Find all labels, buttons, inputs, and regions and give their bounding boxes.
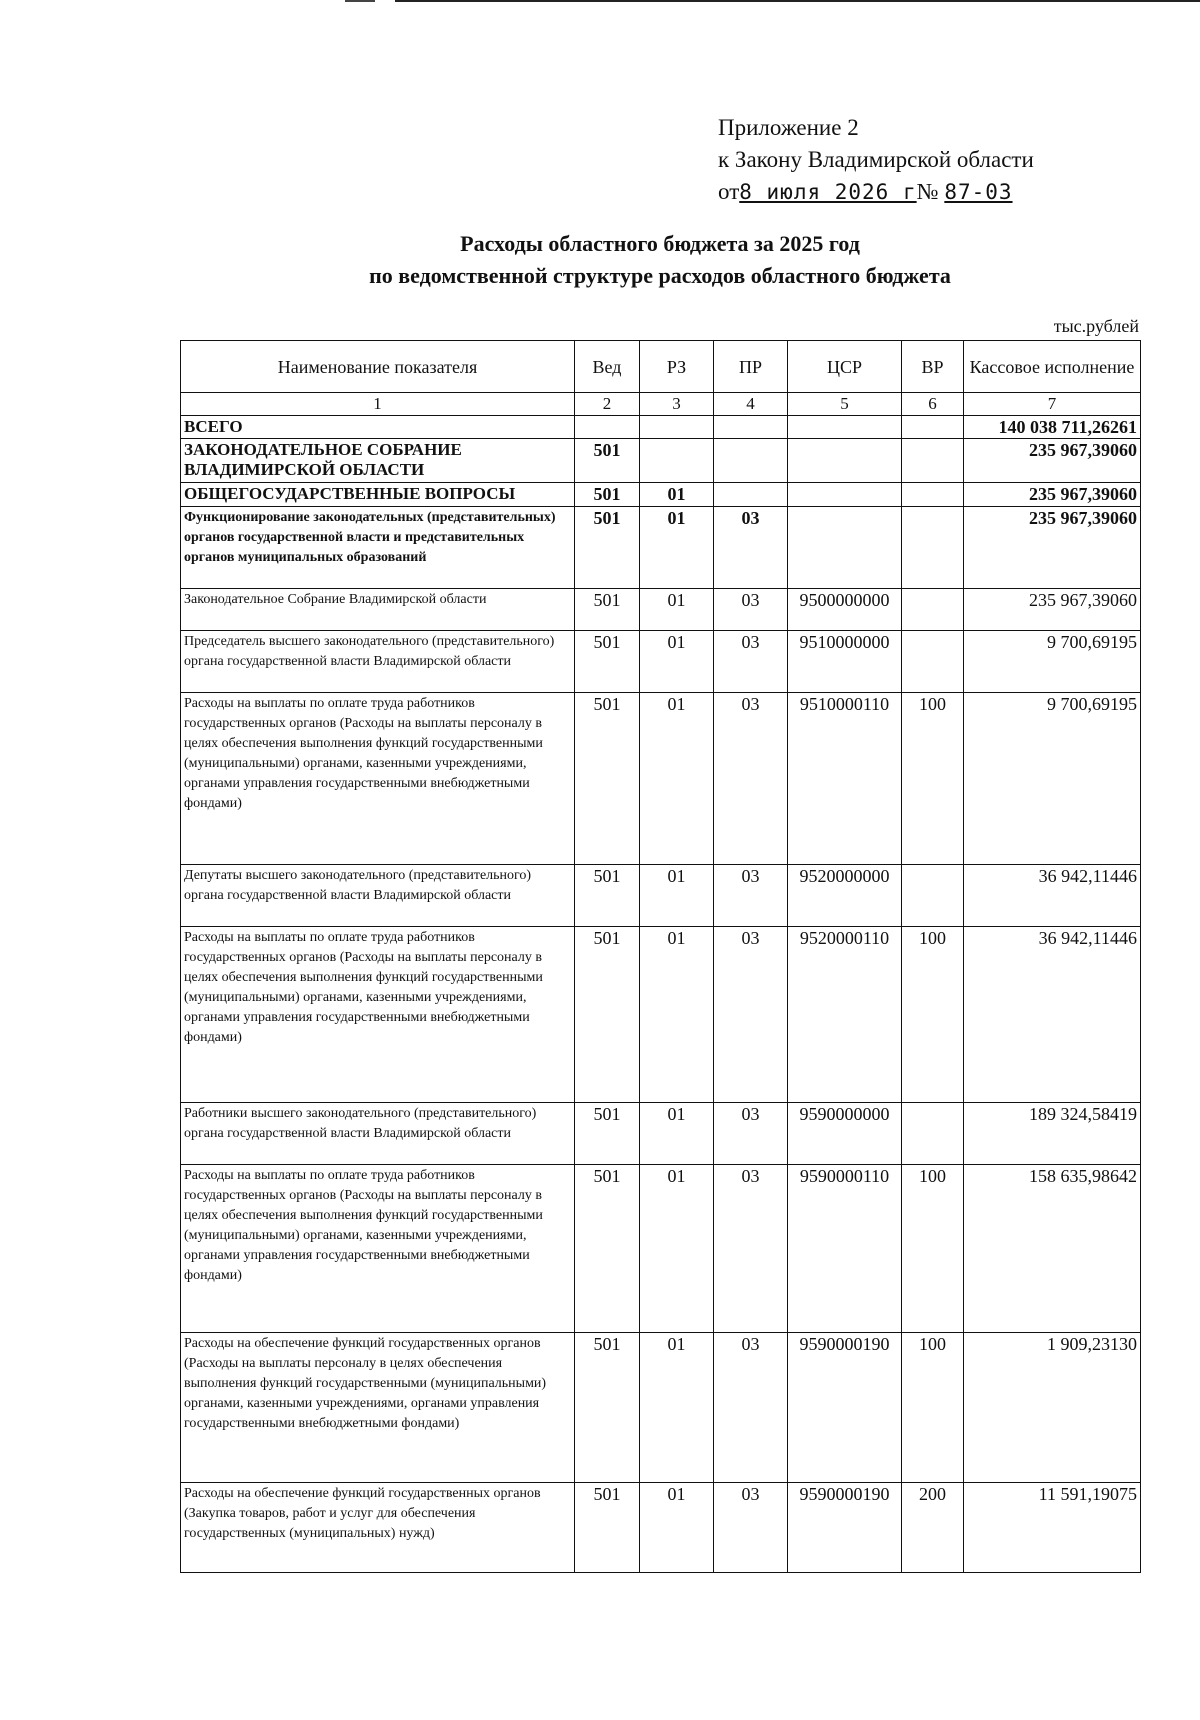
cell-name: Работники высшего законодательного (представительного) органа государственной власти Владимирской области bbox=[181, 1103, 575, 1165]
cell-name: ОБЩЕГОСУДАРСТВЕННЫЕ ВОПРОСЫ bbox=[181, 483, 575, 507]
col-number: 7 bbox=[964, 393, 1141, 416]
cell-csr bbox=[788, 507, 902, 589]
col-rz: РЗ bbox=[640, 341, 714, 393]
decree-number: 87-03 bbox=[944, 180, 1013, 204]
decree-line bbox=[718, 176, 1034, 208]
cell-pr: 03 bbox=[714, 865, 788, 927]
cell-vr bbox=[902, 631, 964, 693]
cell-name: Расходы на выплаты по оплате труда работников государственных органов (Расходы на выплаты персоналу в целях обеспечения выполнения функций государственными (муниципальными) органами, казенными учреждениями, органами управления государственными внебюджетными фондами) bbox=[181, 1165, 575, 1333]
header-row bbox=[181, 341, 1141, 393]
cell-amount: 235 967,39060 bbox=[964, 507, 1141, 589]
col-number: 2 bbox=[575, 393, 640, 416]
cell-pr bbox=[714, 483, 788, 507]
units-label: тыс.рублей bbox=[1053, 316, 1139, 336]
cell-amount: 9 700,69195 bbox=[964, 693, 1141, 865]
table-row bbox=[181, 1483, 1141, 1573]
cell-ved: 501 bbox=[575, 507, 640, 589]
cell-rz: 01 bbox=[640, 1483, 714, 1573]
cell-rz: 01 bbox=[640, 483, 714, 507]
scan-artifact bbox=[345, 0, 375, 2]
cell-pr: 03 bbox=[714, 693, 788, 865]
cell-ved: 501 bbox=[575, 483, 640, 507]
col-vr: ВР bbox=[902, 341, 964, 393]
cell-vr bbox=[902, 507, 964, 589]
cell-name: Расходы на обеспечение функций государственных органов (Расходы на выплаты персоналу в целях обеспечения выполнения функций государственными (муниципальными) органами, казенными учреждениями, органами управления государственными внебюджетными фондами) bbox=[181, 1333, 575, 1483]
cell-vr: 100 bbox=[902, 1333, 964, 1483]
cell-csr: 9520000110 bbox=[788, 927, 902, 1103]
col-csr: ЦСР bbox=[788, 341, 902, 393]
cell-csr: 9590000110 bbox=[788, 1165, 902, 1333]
title-line-2: по ведомственной структуре расходов областного бюджета bbox=[369, 263, 951, 288]
cell-amount: 140 038 711,26261 bbox=[964, 416, 1141, 439]
cell-amount: 158 635,98642 bbox=[964, 1165, 1141, 1333]
cell-ved: 501 bbox=[575, 439, 640, 483]
cell-amount: 11 591,19075 bbox=[964, 1483, 1141, 1573]
cell-ved bbox=[575, 416, 640, 439]
cell-rz: 01 bbox=[640, 693, 714, 865]
cell-rz: 01 bbox=[640, 1333, 714, 1483]
table-row bbox=[181, 589, 1141, 631]
cell-rz: 01 bbox=[640, 927, 714, 1103]
col-pr: ПР bbox=[714, 341, 788, 393]
col-number: 3 bbox=[640, 393, 714, 416]
cell-rz: 01 bbox=[640, 589, 714, 631]
cell-ved: 501 bbox=[575, 693, 640, 865]
cell-pr: 03 bbox=[714, 589, 788, 631]
col-amount: Кассовое исполнение bbox=[964, 341, 1141, 393]
cell-csr: 9590000190 bbox=[788, 1483, 902, 1573]
cell-amount: 1 909,23130 bbox=[964, 1333, 1141, 1483]
col-number: 1 bbox=[181, 393, 575, 416]
cell-vr: 100 bbox=[902, 927, 964, 1103]
cell-vr: 100 bbox=[902, 693, 964, 865]
col-number: 6 bbox=[902, 393, 964, 416]
col-ved: Вед bbox=[575, 341, 640, 393]
table-row bbox=[181, 927, 1141, 1103]
cell-vr: 200 bbox=[902, 1483, 964, 1573]
law-reference: к Закону Владимирской области bbox=[718, 147, 1034, 172]
cell-name: ЗАКОНОДАТЕЛЬНОЕ СОБРАНИЕ ВЛАДИМИРСКОЙ ОБЛАСТИ bbox=[181, 439, 575, 483]
cell-csr: 9500000000 bbox=[788, 589, 902, 631]
document-title bbox=[180, 228, 1140, 292]
cell-name: Расходы на выплаты по оплате труда работников государственных органов (Расходы на выплаты персоналу в целях обеспечения выполнения функций государственными (муниципальными) органами, казенными учреждениями, органами управления государственными внебюджетными фондами) bbox=[181, 927, 575, 1103]
cell-amount: 9 700,69195 bbox=[964, 631, 1141, 693]
cell-vr bbox=[902, 483, 964, 507]
scan-artifact-line bbox=[395, 0, 1200, 2]
appendix-header bbox=[718, 112, 1034, 208]
table-row bbox=[181, 1103, 1141, 1165]
date-prefix: от bbox=[718, 179, 740, 204]
cell-csr bbox=[788, 416, 902, 439]
cell-name: Расходы на обеспечение функций государственных органов (Закупка товаров, работ и услуг для обеспечения государственных (муниципальных) нужд) bbox=[181, 1483, 575, 1573]
table-row bbox=[181, 439, 1141, 483]
col-number: 4 bbox=[714, 393, 788, 416]
cell-amount: 235 967,39060 bbox=[964, 483, 1141, 507]
appendix-label: Приложение 2 bbox=[718, 115, 859, 140]
table-row bbox=[181, 483, 1141, 507]
cell-name: Функционирование законодательных (представительных) органов государственной власти и представительных органов муниципальных образований bbox=[181, 507, 575, 589]
table-row bbox=[181, 507, 1141, 589]
cell-ved: 501 bbox=[575, 1103, 640, 1165]
cell-pr: 03 bbox=[714, 1103, 788, 1165]
cell-csr: 9590000000 bbox=[788, 1103, 902, 1165]
cell-csr bbox=[788, 439, 902, 483]
cell-vr: 100 bbox=[902, 1165, 964, 1333]
cell-amount: 235 967,39060 bbox=[964, 439, 1141, 483]
cell-vr bbox=[902, 1103, 964, 1165]
cell-pr: 03 bbox=[714, 631, 788, 693]
table-row bbox=[181, 416, 1141, 439]
table-row bbox=[181, 693, 1141, 865]
table-row bbox=[181, 1165, 1141, 1333]
col-number: 5 bbox=[788, 393, 902, 416]
cell-pr: 03 bbox=[714, 507, 788, 589]
cell-rz: 01 bbox=[640, 1103, 714, 1165]
cell-csr: 9510000000 bbox=[788, 631, 902, 693]
table-row bbox=[181, 1333, 1141, 1483]
cell-ved: 501 bbox=[575, 1483, 640, 1573]
cell-amount: 36 942,11446 bbox=[964, 865, 1141, 927]
cell-amount: 36 942,11446 bbox=[964, 927, 1141, 1103]
col-name: Наименование показателя bbox=[181, 341, 575, 393]
budget-table bbox=[180, 340, 1141, 1573]
cell-rz: 01 bbox=[640, 1165, 714, 1333]
cell-pr: 03 bbox=[714, 1483, 788, 1573]
cell-amount: 189 324,58419 bbox=[964, 1103, 1141, 1165]
table-row bbox=[181, 631, 1141, 693]
column-number-row bbox=[181, 393, 1141, 416]
decree-date: 8 июля 2026 г bbox=[739, 180, 917, 204]
cell-pr bbox=[714, 416, 788, 439]
cell-rz: 01 bbox=[640, 631, 714, 693]
cell-vr bbox=[902, 589, 964, 631]
cell-csr: 9590000190 bbox=[788, 1333, 902, 1483]
cell-rz bbox=[640, 416, 714, 439]
cell-amount: 235 967,39060 bbox=[964, 589, 1141, 631]
cell-name: Председатель высшего законодательного (представительного) органа государственной власти Владимирской области bbox=[181, 631, 575, 693]
cell-pr bbox=[714, 439, 788, 483]
cell-csr: 9510000110 bbox=[788, 693, 902, 865]
cell-ved: 501 bbox=[575, 589, 640, 631]
cell-vr bbox=[902, 439, 964, 483]
table-row bbox=[181, 865, 1141, 927]
cell-pr: 03 bbox=[714, 1333, 788, 1483]
cell-pr: 03 bbox=[714, 1165, 788, 1333]
cell-ved: 501 bbox=[575, 865, 640, 927]
cell-name: Расходы на выплаты по оплате труда работников государственных органов (Расходы на выплаты персоналу в целях обеспечения выполнения функций государственными (муниципальными) органами, казенными учреждениями, органами управления государственными внебюджетными фондами) bbox=[181, 693, 575, 865]
title-line-1: Расходы областного бюджета за 2025 год bbox=[460, 231, 860, 256]
cell-vr bbox=[902, 865, 964, 927]
cell-rz: 01 bbox=[640, 507, 714, 589]
cell-ved: 501 bbox=[575, 1165, 640, 1333]
number-prefix: № bbox=[916, 179, 939, 204]
table-body bbox=[181, 416, 1141, 1573]
cell-name: ВСЕГО bbox=[181, 416, 575, 439]
cell-vr bbox=[902, 416, 964, 439]
cell-pr: 03 bbox=[714, 927, 788, 1103]
cell-csr bbox=[788, 483, 902, 507]
cell-rz bbox=[640, 439, 714, 483]
cell-ved: 501 bbox=[575, 927, 640, 1103]
cell-rz: 01 bbox=[640, 865, 714, 927]
cell-name: Депутаты высшего законодательного (представительного) органа государственной власти Владимирской области bbox=[181, 865, 575, 927]
cell-name: Законодательное Собрание Владимирской области bbox=[181, 589, 575, 631]
cell-csr: 9520000000 bbox=[788, 865, 902, 927]
cell-ved: 501 bbox=[575, 1333, 640, 1483]
cell-ved: 501 bbox=[575, 631, 640, 693]
